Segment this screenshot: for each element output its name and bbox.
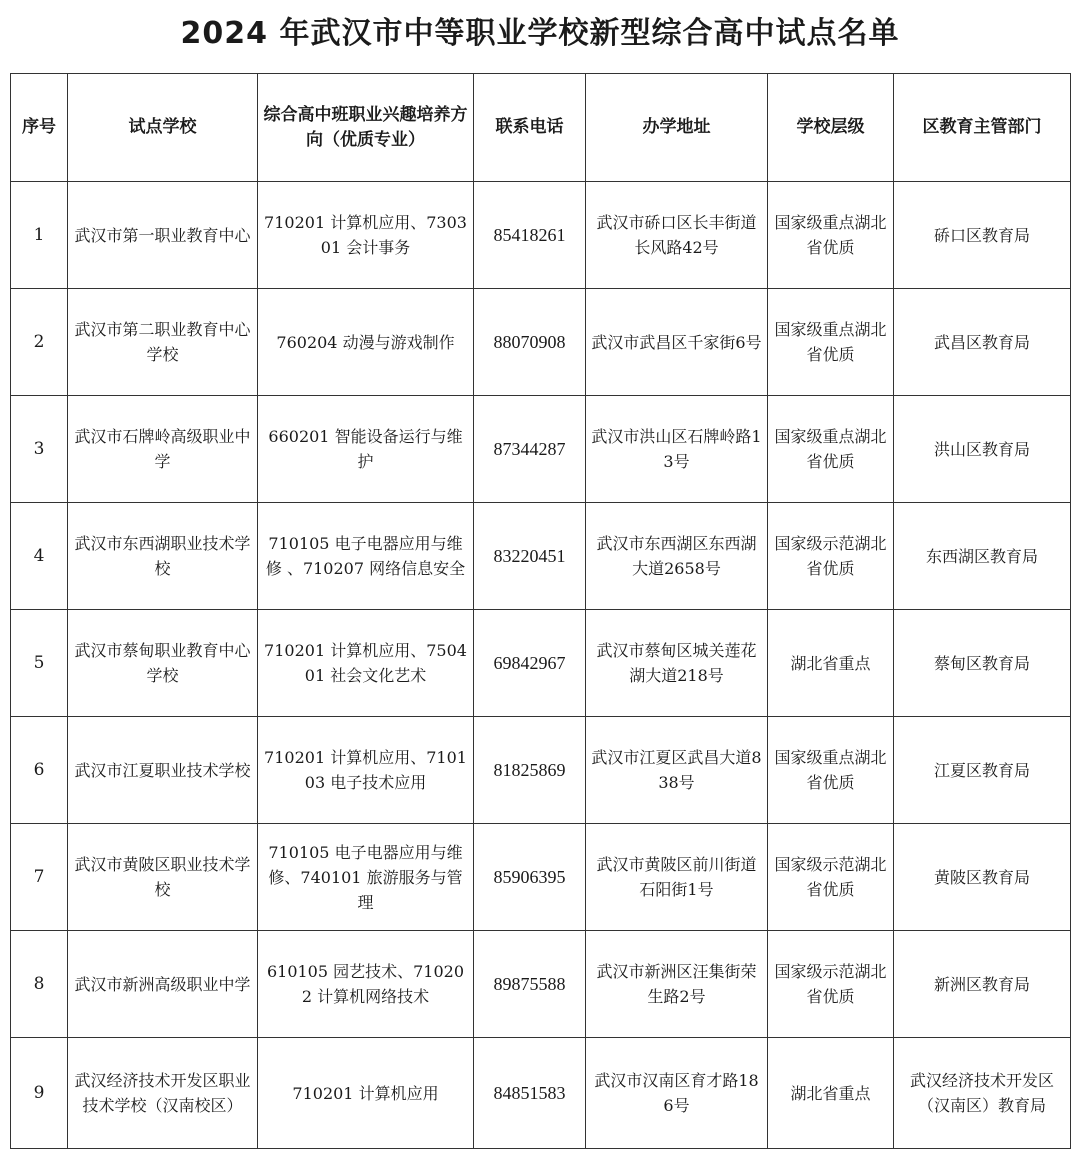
header-majors: 综合高中班职业兴趣培养方向（优质专业） — [258, 74, 474, 182]
major-direction: 710105 电子电器应用与维修 、710207 网络信息安全 — [258, 503, 474, 610]
contact-phone: 85906395 — [474, 824, 586, 931]
school-name: 武汉市新洲高级职业中学 — [68, 931, 258, 1038]
pilot-school-table — [10, 73, 1071, 1149]
school-name: 武汉市东西湖职业技术学校 — [68, 503, 258, 610]
table-row — [11, 931, 1071, 1038]
row-index: 3 — [11, 396, 68, 503]
school-address: 武汉市蔡甸区城关莲花湖大道218号 — [586, 610, 768, 717]
major-direction: 760204 动漫与游戏制作 — [258, 289, 474, 396]
school-name: 武汉市江夏职业技术学校 — [68, 717, 258, 824]
header-phone: 联系电话 — [474, 74, 586, 182]
school-level: 国家级重点湖北省优质 — [768, 717, 894, 824]
school-level: 湖北省重点 — [768, 610, 894, 717]
major-direction: 710201 计算机应用、710103 电子技术应用 — [258, 717, 474, 824]
table-row — [11, 610, 1071, 717]
contact-phone: 84851583 — [474, 1038, 586, 1149]
table-row — [11, 503, 1071, 610]
major-direction: 710201 计算机应用、730301 会计事务 — [258, 182, 474, 289]
row-index: 2 — [11, 289, 68, 396]
table-row — [11, 396, 1071, 503]
major-direction: 610105 园艺技术、710202 计算机网络技术 — [258, 931, 474, 1038]
table-row — [11, 182, 1071, 289]
contact-phone: 81825869 — [474, 717, 586, 824]
school-level: 国家级示范湖北省优质 — [768, 931, 894, 1038]
contact-phone: 83220451 — [474, 503, 586, 610]
contact-phone: 85418261 — [474, 182, 586, 289]
table-header-row — [11, 74, 1071, 182]
table-row — [11, 824, 1071, 931]
district-bureau: 黄陂区教育局 — [894, 824, 1071, 931]
school-address: 武汉市硚口区长丰街道长风路42号 — [586, 182, 768, 289]
school-name: 武汉市第一职业教育中心 — [68, 182, 258, 289]
header-address: 办学地址 — [586, 74, 768, 182]
major-direction: 660201 智能设备运行与维护 — [258, 396, 474, 503]
district-bureau: 新洲区教育局 — [894, 931, 1071, 1038]
district-bureau: 东西湖区教育局 — [894, 503, 1071, 610]
row-index: 6 — [11, 717, 68, 824]
district-bureau: 蔡甸区教育局 — [894, 610, 1071, 717]
row-index: 9 — [11, 1038, 68, 1149]
contact-phone: 88070908 — [474, 289, 586, 396]
major-direction: 710105 电子电器应用与维修、740101 旅游服务与管理 — [258, 824, 474, 931]
school-address: 武汉市武昌区千家街6号 — [586, 289, 768, 396]
major-direction: 710201 计算机应用 — [258, 1038, 474, 1149]
row-index: 5 — [11, 610, 68, 717]
school-address: 武汉市江夏区武昌大道838号 — [586, 717, 768, 824]
major-direction: 710201 计算机应用、750401 社会文化艺术 — [258, 610, 474, 717]
district-bureau: 硚口区教育局 — [894, 182, 1071, 289]
contact-phone: 69842967 — [474, 610, 586, 717]
row-index: 8 — [11, 931, 68, 1038]
row-index: 7 — [11, 824, 68, 931]
district-bureau: 武汉经济技术开发区（汉南区）教育局 — [894, 1038, 1071, 1149]
school-level: 国家级示范湖北省优质 — [768, 824, 894, 931]
school-name: 武汉市黄陂区职业技术学校 — [68, 824, 258, 931]
school-name: 武汉市石牌岭高级职业中学 — [68, 396, 258, 503]
page-title: 2024 年武汉市中等职业学校新型综合高中试点名单 — [180, 16, 900, 51]
school-level: 国家级重点湖北省优质 — [768, 182, 894, 289]
header-bureau: 区教育主管部门 — [894, 74, 1071, 182]
school-address: 武汉市东西湖区东西湖大道2658号 — [586, 503, 768, 610]
header-index: 序号 — [11, 74, 68, 182]
contact-phone: 87344287 — [474, 396, 586, 503]
row-index: 1 — [11, 182, 68, 289]
table-row — [11, 1038, 1071, 1149]
row-index: 4 — [11, 503, 68, 610]
school-address: 武汉市黄陂区前川街道石阳街1号 — [586, 824, 768, 931]
school-name: 武汉市蔡甸职业教育中心学校 — [68, 610, 258, 717]
district-bureau: 武昌区教育局 — [894, 289, 1071, 396]
school-level: 国家级重点湖北省优质 — [768, 396, 894, 503]
school-level: 国家级示范湖北省优质 — [768, 503, 894, 610]
header-level: 学校层级 — [768, 74, 894, 182]
school-address: 武汉市洪山区石牌岭路13号 — [586, 396, 768, 503]
school-name: 武汉市第二职业教育中心学校 — [68, 289, 258, 396]
school-name: 武汉经济技术开发区职业技术学校（汉南校区） — [68, 1038, 258, 1149]
district-bureau: 洪山区教育局 — [894, 396, 1071, 503]
school-level: 湖北省重点 — [768, 1038, 894, 1149]
district-bureau: 江夏区教育局 — [894, 717, 1071, 824]
school-address: 武汉市新洲区汪集街荣生路2号 — [586, 931, 768, 1038]
contact-phone: 89875588 — [474, 931, 586, 1038]
table-row — [11, 289, 1071, 396]
table-row — [11, 717, 1071, 824]
school-level: 国家级重点湖北省优质 — [768, 289, 894, 396]
header-school: 试点学校 — [68, 74, 258, 182]
school-address: 武汉市汉南区育才路186号 — [586, 1038, 768, 1149]
